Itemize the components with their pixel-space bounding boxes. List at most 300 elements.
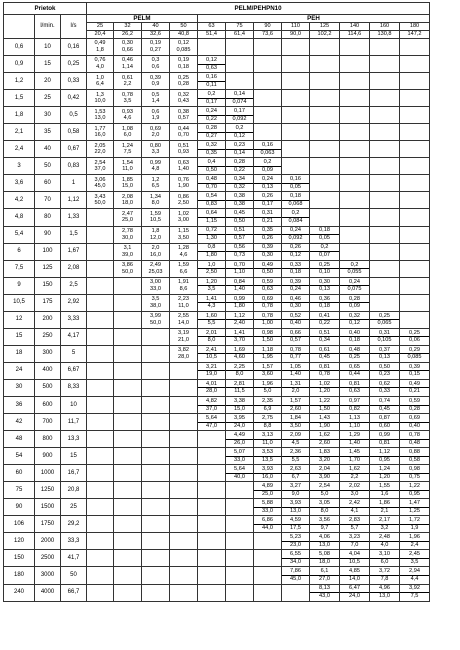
pipe-cell [142,73,170,90]
pipe-cell [87,311,114,328]
pressure-loss-value: 2,50 [206,269,217,276]
velocity-value: 0,78 [282,347,309,355]
pressure-loss-value: 2,0 [151,132,160,139]
diameter-header: 180 [400,23,430,31]
ls-cell: 0,42 [61,90,87,107]
lmin-cell: 50 [35,158,61,175]
m3h-cell: 12 [4,311,35,328]
pressure-loss-value: 37,0 [206,405,217,412]
pipe-cell [282,431,310,448]
pipe-cell [198,516,226,533]
pipe-cell [310,260,340,277]
lmin-cell: 600 [35,396,61,413]
pressure-loss-value: 0,105 [377,337,392,344]
velocity-value: 0,31 [370,330,399,338]
pipe-cell [198,192,226,209]
m3h-cell: 90 [4,499,35,516]
velocity-value: 1,43 [310,415,339,423]
pipe-cell [114,550,142,567]
pipe-cell [226,209,254,226]
pressure-loss-value: 14,0 [349,575,360,582]
pipe-cell [370,73,400,90]
pressure-loss-value: 0,35 [206,149,217,156]
velocity-value: 0,93 [122,108,133,115]
pipe-cell [170,584,198,601]
velocity-value: 0,30 [122,40,133,47]
pressure-loss-value: 28,0 [178,353,189,360]
velocity-value: 5,07 [226,449,253,457]
pipe-cell [400,482,430,499]
pipe-cell [226,175,254,192]
pipe-cell [310,584,340,601]
velocity-value: 3,38 [226,398,253,406]
m3h-cell: 1,2 [4,73,35,90]
velocity-value: 2,02 [340,483,369,491]
velocity-value: 0,72 [198,227,225,235]
pressure-loss-value: 7,5 [410,593,419,600]
diameter-header: 110 [282,23,310,31]
pressure-loss-value: 0,17 [206,98,217,105]
pressure-loss-value: 9,0 [291,490,300,497]
inner-diameter-header: 61,4 [226,31,254,39]
pipe-cell [400,260,430,277]
velocity-value: 0,18 [310,227,339,235]
pipe-cell [142,107,170,124]
velocity-value: 1,02 [178,210,189,217]
velocity-value: 0,38 [226,193,253,201]
pipe-cell [370,260,400,277]
velocity-value: 0,2 [198,91,225,99]
pressure-loss-value: 1,40 [290,371,301,378]
velocity-value: 1,02 [310,381,339,389]
pressure-loss-value: 1,40 [178,166,189,173]
ls-cell: 0,83 [61,158,87,175]
velocity-value: 0,28 [198,125,225,133]
pressure-loss-value: 25,0 [122,217,133,224]
inner-diameter-header: 73,6 [254,31,282,39]
pipe-cell [87,499,114,516]
velocity-value: 0,78 [400,432,429,440]
pipe-cell [198,39,226,56]
pipe-cell [198,56,226,73]
pipe-cell [282,226,310,243]
pressure-loss-value: 1,40 [349,439,360,446]
pipe-cell [87,362,114,379]
pressure-loss-value: 17,5 [290,524,301,531]
pressure-loss-value: 38,0 [150,302,161,309]
velocity-value: 1,84 [282,415,309,423]
pipe-cell [400,175,430,192]
velocity-value: 3,93 [282,500,309,508]
pressure-loss-value: 0,63 [206,64,217,71]
velocity-value: 0,98 [254,330,281,338]
pipe-cell [370,448,400,465]
velocity-value: 3,10 [370,551,399,559]
pipe-cell [400,73,430,90]
pipe-cell [114,431,142,448]
pressure-loss-value: 1,80 [234,303,245,310]
m3h-cell: 10,5 [4,294,35,311]
pipe-cell [370,362,400,379]
pipe-cell [400,431,430,448]
pressure-loss-value: 0,40 [290,320,301,327]
pipe-cell [142,141,170,158]
velocity-value: 0,84 [226,279,253,287]
pressure-loss-value: 6,5 [151,183,160,190]
pipe-cell [254,158,282,175]
pipe-cell [340,396,370,413]
pressure-loss-value: 0,32 [234,183,245,190]
pipe-cell [310,243,340,260]
pipe-cell [400,158,430,175]
pressure-loss-value: 4,0 [380,541,389,548]
velocity-value: 3,82 [178,347,189,354]
velocity-value: 1,62 [310,432,339,440]
pipe-cell [226,499,254,516]
pipe-cell [226,243,254,260]
pelm-header: PELM [87,15,198,23]
m3h-cell: 0,9 [4,56,35,73]
pipe-cell [340,90,370,107]
pipe-cell [340,516,370,533]
pipe-cell [282,277,310,294]
pipe-cell [170,345,198,362]
pipe-cell [226,379,254,396]
velocity-value: 0,5 [151,91,160,98]
velocity-value: 0,4 [198,159,225,167]
m3h-cell: 240 [4,584,35,601]
pipe-cell [198,141,226,158]
pipe-cell [282,73,310,90]
lmin-cell: 1500 [35,499,61,516]
pipe-cell [370,56,400,73]
pipe-cell [170,90,198,107]
velocity-value: 1,91 [178,279,189,286]
m3h-cell: 42 [4,414,35,431]
pressure-loss-value: 0,074 [232,98,247,105]
lmin-cell: 400 [35,362,61,379]
velocity-value: 0,26 [282,244,309,252]
pipe-cell [198,124,226,141]
pipe-cell [254,294,282,311]
pressure-loss-value: 0,18 [178,64,189,71]
velocity-value: 1,47 [400,500,429,508]
pipe-cell [142,124,170,141]
velocity-value: 0,51 [310,330,339,338]
pipe-cell [340,465,370,482]
m3h-cell: 5,4 [4,226,35,243]
pipe-cell [198,567,226,584]
velocity-value: 1,57 [282,398,309,406]
pressure-loss-value: 0,9 [151,81,160,88]
pipe-cell [170,141,198,158]
pipe-cell [370,277,400,294]
pressure-loss-value: 0,21 [409,388,420,395]
velocity-value: 2,04 [310,466,339,474]
ls-cell: 8,33 [61,379,87,396]
m3h-cell: 1,5 [4,90,35,107]
pipe-cell [310,465,340,482]
velocity-value: 1,24 [370,466,399,474]
pipe-cell [310,396,340,413]
pressure-loss-value: 0,78 [262,303,273,310]
velocity-value: 0,30 [310,279,339,287]
velocity-value: 5,64 [198,415,225,423]
table-row [4,379,430,396]
velocity-value: 0,25 [178,74,189,81]
pipe-cell [198,533,226,550]
pipe-cell [198,294,226,311]
pressure-loss-value: 0,12 [290,252,301,259]
pipe-cell [114,482,142,499]
pipe-cell [400,567,430,584]
pressure-loss-value: 0,81 [379,439,390,446]
pipe-cell [170,499,198,516]
pipe-cell [340,431,370,448]
pipe-cell [310,567,340,584]
pressure-loss-value: 33,0 [234,456,245,463]
pipe-cell [310,277,340,294]
pipe-cell [87,175,114,192]
pipe-cell [370,226,400,243]
pipe-cell [400,328,430,345]
velocity-value: 0,12 [178,40,189,47]
velocity-value: 0,49 [94,40,106,47]
velocity-value: 0,49 [254,262,281,270]
velocity-value: 0,46 [282,296,309,304]
pipe-cell [310,294,340,311]
pressure-loss-value: 16,0 [262,473,273,480]
pressure-loss-value: 0,95 [379,456,390,463]
velocity-value: 0,76 [178,176,189,183]
table-row [4,414,430,431]
pressure-loss-value: 34,0 [290,558,301,565]
pressure-loss-value: 23,0 [290,541,301,548]
pipe-cell [282,345,310,362]
pipe-cell [340,550,370,567]
velocity-value: 0,36 [310,296,339,304]
pipe-cell [310,362,340,379]
pipe-cell [400,311,430,328]
diameter-header: 125 [310,23,340,31]
pipe-cell [198,90,226,107]
velocity-value: 3,23 [340,534,369,542]
pressure-loss-value: 50,0 [122,268,133,275]
pipe-cell [114,124,142,141]
velocity-value: 1,24 [122,142,133,149]
velocity-value: 0,81 [340,381,369,389]
pressure-loss-value: 11,0 [262,439,273,446]
ls-cell: 0,33 [61,73,87,90]
pipe-cell [142,175,170,192]
table-row [4,516,430,533]
velocity-value: 0,25 [310,262,339,270]
velocity-value: 8,13 [310,585,339,593]
lmin-cell: 900 [35,448,61,465]
velocity-value: 1,12 [226,313,253,321]
velocity-value: 4,01 [198,381,225,389]
pressure-loss-value: 0,63 [349,388,360,395]
ls-cell: 0,58 [61,124,87,141]
pressure-loss-value: 0,28 [178,81,189,88]
ls-header: l/s [61,15,87,39]
pipe-cell [114,362,142,379]
velocity-value: 2,08 [122,193,133,200]
pressure-loss-value: 0,22 [206,115,217,122]
velocity-value: 0,37 [370,347,399,355]
pressure-loss-value: 13,0 [319,541,330,548]
pipe-cell [340,209,370,226]
velocity-value: 4,96 [370,585,399,593]
velocity-value: 1,22 [310,398,339,406]
pressure-loss-value: 0,26 [262,235,273,242]
pressure-loss-value: 5,0 [263,388,272,395]
pipe-cell [310,124,340,141]
lmin-cell: 1750 [35,516,61,533]
lmin-cell: 175 [35,294,61,311]
velocity-value: 1,83 [310,449,339,457]
pipe-cell [226,567,254,584]
pipe-cell [198,277,226,294]
table-row [4,277,430,294]
inner-diameter-header: 114,6 [340,31,370,39]
pipe-cell [254,533,282,550]
pressure-loss-value: 1,30 [206,235,217,242]
pressure-loss-value: 3,2 [380,524,389,531]
m3h-cell: 2,1 [4,124,35,141]
velocity-value: 3,99 [150,313,161,320]
pipe-cell [310,328,340,345]
pipe-cell [142,192,170,209]
pipe-cell [142,379,170,396]
pressure-loss-value: 40,0 [234,473,245,480]
velocity-value: 1,62 [340,466,369,474]
pipe-cell [114,294,142,311]
pipe-cell [400,226,430,243]
velocity-value: 0,16 [254,142,281,150]
lmin-cell: 20 [35,73,61,90]
velocity-value: 0,2 [340,262,369,270]
table-row [4,431,430,448]
lmin-cell: 1250 [35,482,61,499]
pipe-cell [282,175,310,192]
velocity-value: 0,81 [310,364,339,372]
pipe-cell [87,516,114,533]
velocity-value: 4,04 [340,551,369,559]
pressure-loss-value: 3,20 [319,456,330,463]
pipe-cell [198,175,226,192]
table-row [4,465,430,482]
pipe-cell [340,584,370,601]
pressure-loss-value: 7,0 [350,541,359,548]
pipe-group-header: PELM/PEHPN10 [87,3,430,15]
pipe-cell [87,73,114,90]
pipe-cell [282,414,310,431]
table-row [4,73,430,90]
pressure-loss-value: 0,30 [262,252,273,259]
pressure-loss-value: 0,092 [232,115,247,122]
velocity-value: 6,55 [282,551,309,559]
velocity-value: 0,64 [198,210,225,218]
pressure-loss-value: 4,6 [123,115,132,122]
pressure-loss-value: 4,1 [350,507,359,514]
velocity-value: 3,43 [94,193,106,200]
velocity-value: 2,35 [254,398,281,406]
velocity-value: 0,51 [226,227,253,235]
pipe-cell [340,56,370,73]
velocity-value: 0,12 [198,57,225,65]
pipe-cell [400,141,430,158]
ls-cell: 66,7 [61,584,87,601]
pipe-cell [254,567,282,584]
pipe-cell [282,465,310,482]
velocity-value: 0,28 [226,159,253,167]
pressure-loss-value: 0,18 [349,337,360,344]
pipe-cell [400,243,430,260]
pipe-cell [400,379,430,396]
pipe-cell [370,396,400,413]
velocity-value: 2,23 [178,296,189,303]
pipe-cell [142,362,170,379]
pipe-cell [87,107,114,124]
velocity-value: 4,85 [340,568,369,576]
pipe-cell [400,56,430,73]
pipe-cell [198,482,226,499]
velocity-value: 0,69 [400,415,429,423]
lmin-cell: 125 [35,260,61,277]
pressure-loss-value: 6,0 [380,558,389,565]
pipe-cell [340,39,370,56]
velocity-value: 2,09 [282,432,309,440]
pressure-loss-value: 0,28 [409,405,420,412]
velocity-value: 3,1 [123,244,132,251]
pressure-loss-value: 47,0 [206,422,217,429]
velocity-value: 0,63 [178,159,189,166]
pipe-cell [226,260,254,277]
pressure-loss-value: 39,0 [122,251,133,258]
pressure-loss-value: 0,43 [178,98,189,105]
velocity-value: 3,21 [198,364,225,372]
pressure-loss-value: 0,23 [379,371,390,378]
pipe-cell [226,328,254,345]
velocity-value: 1,41 [198,296,225,304]
pipe-cell [310,533,340,550]
pressure-loss-value: 0,82 [349,405,360,412]
pipe-cell [254,141,282,158]
pipe-cell [340,414,370,431]
pipe-cell [254,39,282,56]
velocity-value: 5,08 [310,551,339,559]
velocity-value: 2,05 [94,142,106,149]
pipe-cell [87,396,114,413]
pressure-loss-value: 0,092 [288,235,303,242]
pressure-loss-value: 0,78 [319,371,330,378]
ls-cell: 2,92 [61,294,87,311]
pipe-cell [142,56,170,73]
velocity-value: 0,28 [340,296,369,304]
pressure-loss-value: 18,0 [319,558,330,565]
pipe-cell [142,243,170,260]
m3h-cell: 9 [4,277,35,294]
pressure-loss-value: 0,12 [349,320,360,327]
m3h-cell: 120 [4,533,35,550]
table-row [4,56,430,73]
ls-cell: 0,25 [61,56,87,73]
velocity-value: 0,32 [340,313,369,321]
pipe-cell [142,516,170,533]
pressure-loss-value: 0,12 [234,132,245,139]
velocity-value: 1,15 [178,227,189,234]
